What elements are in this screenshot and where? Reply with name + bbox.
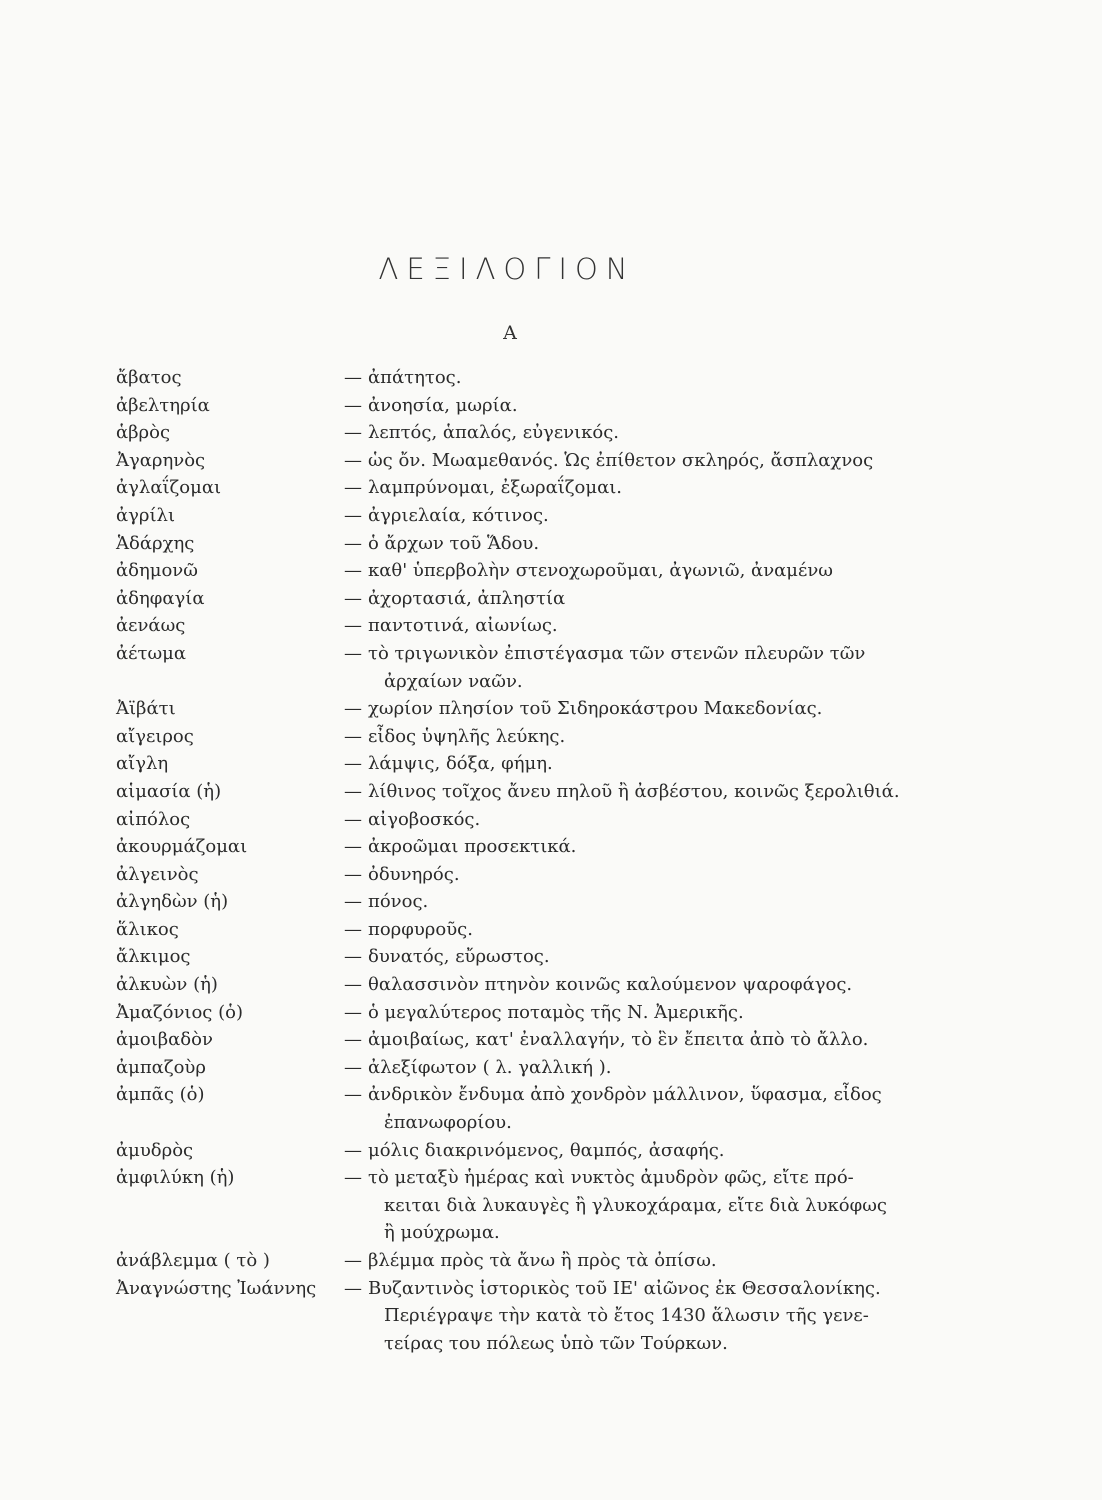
definition-dash: — (344, 698, 362, 720)
definition-line (344, 668, 946, 696)
definition-text: ἀνδρικὸν ἔνδυμα ἀπὸ χονδρὸν μάλλινον, ὕφασμα, εἶδος (368, 1084, 882, 1106)
entry-definition (344, 778, 946, 806)
entry-definition (344, 640, 946, 695)
definition-text: αἰγοβοσκός. (368, 808, 481, 830)
definition-text: τείρας του πόλεως ὑπὸ τῶν Τούρκων. (384, 1332, 728, 1354)
glossary-entry (116, 916, 946, 944)
entry-definition (344, 557, 946, 585)
definition-text: κειται διὰ λυκαυγὲς ἢ γλυκοχάραμα, εἴτε διὰ λυκόφως (384, 1194, 887, 1216)
definition-line (344, 1137, 946, 1165)
definition-dash: — (344, 974, 362, 996)
definition-dash: — (344, 504, 362, 526)
entry-term: ἀμυδρὸς (116, 1139, 194, 1161)
glossary-entry (116, 557, 946, 585)
entry-term: ἀλγηδὼν (ἡ) (116, 891, 229, 913)
definition-line (344, 1081, 946, 1109)
definition-dash: — (344, 946, 362, 968)
definition-dash: — (344, 725, 362, 747)
definition-line (344, 392, 946, 420)
entry-definition (344, 833, 946, 861)
definition-line (344, 640, 946, 668)
definition-text: ὀδυνηρός. (368, 863, 460, 885)
definition-text: ὁ μεγαλύτερος ποταμὸς τῆς Ν. Ἀμερικῆς. (368, 1001, 744, 1023)
definition-dash: — (344, 918, 362, 940)
entry-term: αἰπόλος (116, 808, 191, 830)
glossary-entry (116, 778, 946, 806)
entry-definition (344, 364, 946, 392)
entry-term: ἀδημονῶ (116, 560, 198, 582)
definition-line (344, 1275, 946, 1303)
entry-definition (344, 1164, 946, 1247)
definition-line (344, 1164, 946, 1192)
entry-term: ἀγλαΐζομαι (116, 477, 222, 499)
definition-line (344, 806, 946, 834)
definition-dash: — (344, 753, 362, 775)
definition-text: λεπτός, ἁπαλός, εὐγενικός. (368, 422, 620, 444)
entry-definition (344, 419, 946, 447)
definition-text: ἀμοιβαίως, κατ' ἐναλλαγήν, τὸ ἓν ἔπειτα ἀπὸ τὸ ἄλλο. (368, 1029, 869, 1051)
entry-term: Ἀμαζόνιος (ὁ) (116, 1001, 243, 1023)
glossary-entry (116, 419, 946, 447)
entry-term: αἴγειρος (116, 725, 194, 747)
entry-term: ἀδηφαγία (116, 587, 205, 609)
glossary-entry (116, 1137, 946, 1165)
definition-dash: — (344, 449, 362, 471)
entry-definition (344, 723, 946, 751)
definition-line (344, 861, 946, 889)
definition-text: τὸ μεταξὺ ἡμέρας καὶ νυκτὸς ἀμυδρὸν φῶς, εἴτε πρό- (368, 1167, 854, 1189)
entry-term: Ἀγαρηνὸς (116, 449, 206, 471)
definition-dash: — (344, 367, 362, 388)
glossary-entry (116, 474, 946, 502)
entry-definition (344, 1026, 946, 1054)
definition-text: ἀπάτητος. (368, 367, 462, 388)
definition-dash: — (344, 836, 362, 858)
definition-line (344, 1302, 946, 1330)
entry-definition (344, 1081, 946, 1136)
glossary-entry (116, 971, 946, 999)
definition-dash: — (344, 477, 362, 499)
definition-line (344, 999, 946, 1027)
entry-term: Ἀϊβάτι (116, 698, 176, 720)
definition-dash: — (344, 1250, 362, 1271)
entry-definition (344, 806, 946, 834)
definition-line (344, 1109, 946, 1137)
definition-dash: — (344, 560, 362, 582)
definition-line (344, 1247, 946, 1275)
entry-term: ἄλκιμος (116, 946, 191, 968)
definition-text: πορφυροῦς. (368, 918, 473, 940)
glossary-entry (116, 999, 946, 1027)
entry-definition (344, 502, 946, 530)
entry-definition (344, 888, 946, 916)
entry-term: ἀμπαζοὺρ (116, 1056, 206, 1078)
definition-dash: — (344, 394, 362, 416)
glossary-entry (116, 1054, 946, 1082)
definition-line (344, 723, 946, 751)
definition-dash: — (344, 1084, 362, 1106)
definition-text: Βυζαντινὸς ἱστορικὸς τοῦ ΙΕ' αἰῶνος ἐκ Θεσσαλονίκης. (368, 1277, 881, 1299)
entry-term: ἀμφιλύκη (ἡ) (116, 1167, 235, 1189)
entry-definition (344, 695, 946, 723)
entry-term: ἀβελτηρία (116, 394, 210, 416)
definition-text: ἢ μούχρωμα. (384, 1222, 500, 1244)
entry-definition (344, 530, 946, 558)
glossary-entry (116, 888, 946, 916)
definition-text: ὡς ὄν. Μωαμεθανός. Ὡς ἐπίθετον σκληρός, ἄσπλαχνος (368, 449, 874, 471)
definition-dash: — (344, 1029, 362, 1051)
definition-line (344, 502, 946, 530)
definition-line (344, 1054, 946, 1082)
entry-term: ἀλκυὼν (ἡ) (116, 974, 218, 996)
definition-dash: — (344, 808, 362, 830)
definition-dash: — (344, 1139, 362, 1161)
glossary-entries (116, 364, 946, 1357)
definition-dash: — (344, 1056, 362, 1078)
definition-text: ἐπανωφορίου. (384, 1112, 512, 1134)
glossary-entry (116, 502, 946, 530)
definition-line (344, 916, 946, 944)
glossary-entry (116, 530, 946, 558)
entry-definition (344, 392, 946, 420)
definition-text: δυνατός, εὔρωστος. (368, 946, 550, 968)
definition-dash: — (344, 1001, 362, 1023)
definition-line (344, 888, 946, 916)
glossary-entry (116, 695, 946, 723)
definition-text: ἀχορτασιά, ἀπληστία (368, 587, 566, 609)
definition-text: ἀλεξίφωτον ( λ. γαλλική ). (368, 1056, 612, 1078)
glossary-entry (116, 1275, 946, 1358)
definition-line (344, 557, 946, 585)
definition-line (344, 695, 946, 723)
entry-term: αἴγλη (116, 753, 169, 775)
definition-dash: — (344, 615, 362, 637)
glossary-entry (116, 723, 946, 751)
entry-definition (344, 861, 946, 889)
entry-definition (344, 1137, 946, 1165)
entry-definition (344, 474, 946, 502)
entry-definition (344, 585, 946, 613)
entry-definition (344, 750, 946, 778)
definition-text: ἀγριελαία, κότινος. (368, 504, 549, 526)
definition-dash: — (344, 863, 362, 885)
definition-line (344, 612, 946, 640)
definition-dash: — (344, 891, 362, 913)
glossary-entry (116, 1026, 946, 1054)
definition-text: ἀνοησία, μωρία. (368, 394, 518, 416)
entry-term: ἀέτωμα (116, 642, 186, 664)
definition-dash: — (344, 532, 362, 554)
definition-text: χωρίον πλησίον τοῦ Σιδηροκάστρου Μακεδονίας. (368, 698, 823, 720)
definition-text: τὸ τριγωνικὸν ἐπιστέγασμα τῶν στενῶν πλευρῶν τῶν (368, 642, 866, 664)
entry-term: ἄβατος (116, 367, 182, 388)
entry-definition (344, 943, 946, 971)
definition-text: πόνος. (368, 891, 429, 913)
definition-line (344, 1219, 946, 1247)
definition-text: καθ' ὑπερβολὴν στενοχωροῦμαι, ἀγωνιῶ, ἀναμένω (368, 560, 833, 582)
entry-term: αἱμασία (ἡ) (116, 780, 222, 802)
definition-line (344, 474, 946, 502)
entry-definition (344, 999, 946, 1027)
definition-line (344, 750, 946, 778)
definition-line (344, 419, 946, 447)
page-title: ΛΕΞΙΛΟΓΙΟΝ (378, 252, 636, 286)
glossary-entry (116, 750, 946, 778)
definition-text: λάμψις, δόξα, φήμη. (368, 753, 553, 775)
entry-term: Ἁδάρχης (116, 532, 195, 554)
definition-line (344, 1192, 946, 1220)
definition-line (344, 530, 946, 558)
entry-definition (344, 1275, 946, 1358)
definition-text: παντοτινά, αἰωνίως. (368, 615, 558, 637)
glossary-entry (116, 392, 946, 420)
definition-dash: — (344, 780, 362, 802)
glossary-entry (116, 861, 946, 889)
definition-text: εἶδος ὑψηλῆς λεύκης. (368, 725, 566, 747)
definition-line (344, 1330, 946, 1358)
section-letter: Α (503, 322, 517, 344)
glossary-entry (116, 1081, 946, 1136)
definition-dash: — (344, 422, 362, 444)
definition-line (344, 778, 946, 806)
entry-term: ἀμοιβαδὸν (116, 1029, 213, 1051)
definition-line (344, 364, 946, 392)
entry-term: ἅλικος (116, 918, 179, 940)
glossary-entry (116, 585, 946, 613)
entry-term: ἀνάβλεμμα ( τὸ ) (116, 1250, 270, 1271)
definition-text: ἀκροῶμαι προσεκτικά. (368, 836, 577, 858)
glossary-entry (116, 943, 946, 971)
entry-definition (344, 1247, 946, 1275)
entry-term: Ἀναγνώστης Ἰωάννης (116, 1277, 317, 1299)
entry-term: ἁβρὸς (116, 422, 171, 444)
entry-definition (344, 916, 946, 944)
definition-dash: — (344, 1277, 362, 1299)
glossary-entry (116, 833, 946, 861)
entry-definition (344, 1054, 946, 1082)
entry-term: ἀμπᾶς (ὁ) (116, 1084, 205, 1106)
definition-text: μόλις διακρινόμενος, θαμπός, ἀσαφής. (368, 1139, 725, 1161)
definition-text: θαλασσινὸν πτηνὸν κοινῶς καλούμενον ψαροφάγος. (368, 974, 853, 996)
entry-definition (344, 447, 946, 475)
glossary-entry (116, 1164, 946, 1247)
definition-dash: — (344, 587, 362, 609)
entry-term: ἀενάως (116, 615, 186, 637)
entry-definition (344, 612, 946, 640)
definition-line (344, 943, 946, 971)
entry-term: ἀγρίλι (116, 504, 176, 526)
glossary-entry (116, 447, 946, 475)
definition-text: βλέμμα πρὸς τὰ ἄνω ἢ πρὸς τὰ ὀπίσω. (368, 1250, 717, 1271)
definition-dash: — (344, 1167, 362, 1189)
definition-text: λαμπρύνομαι, ἐξωραΐζομαι. (368, 477, 623, 499)
definition-dash: — (344, 642, 362, 664)
glossary-entry (116, 364, 946, 392)
entry-term: ἀλγεινὸς (116, 863, 199, 885)
definition-text: ὁ ἄρχων τοῦ Ἅδου. (368, 532, 540, 554)
entry-definition (344, 971, 946, 999)
glossary-entry (116, 806, 946, 834)
definition-line (344, 447, 946, 475)
definition-line (344, 585, 946, 613)
glossary-entry (116, 612, 946, 640)
definition-text: Περιέγραψε τὴν κατὰ τὸ ἔτος 1430 ἅλωσιν τῆς γενε- (384, 1305, 869, 1327)
glossary-entry (116, 640, 946, 695)
definition-line (344, 1026, 946, 1054)
definition-line (344, 833, 946, 861)
definition-line (344, 971, 946, 999)
definition-text: ἀρχαίων ναῶν. (384, 670, 523, 692)
entry-term: ἀκουρμάζομαι (116, 836, 248, 858)
definition-text: λίθινος τοῖχος ἄνευ πηλοῦ ἢ ἀσβέστου, κοινῶς ξερολιθιά. (368, 780, 900, 802)
glossary-entry (116, 1247, 946, 1275)
